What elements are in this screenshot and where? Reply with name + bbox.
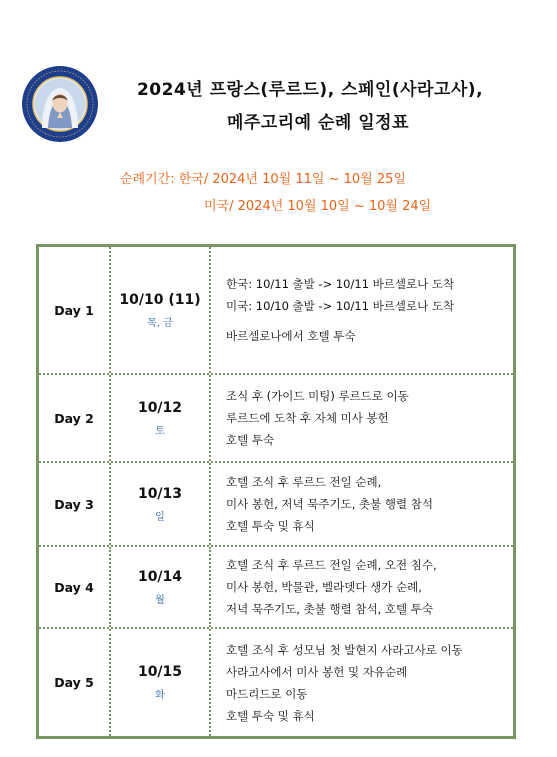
date-cell bbox=[111, 629, 211, 736]
activity-line: 조식 후 (가이드 미팅) 루르드로 이동 bbox=[226, 389, 409, 403]
activity-line: 미사 봉헌, 박물관, 벨라뎃다 생가 순례, bbox=[226, 580, 422, 594]
activity-line: 마드리드로 이동 bbox=[226, 686, 308, 701]
pilgrimage-period-usa: 미국/ 2024년 10월 10일 ~ 10월 24일 bbox=[204, 199, 432, 214]
table-row bbox=[39, 247, 513, 375]
date-cell bbox=[111, 375, 211, 461]
activity-line: 미국: 10/10 출발 -> 10/11 바르셀로나 도착 bbox=[226, 299, 455, 313]
day-label: Day 4 bbox=[39, 547, 111, 627]
activity-line: 루르드에 도착 후 자체 미사 봉헌 bbox=[226, 411, 389, 425]
table-row bbox=[39, 629, 513, 736]
weekday-value: 화 bbox=[155, 690, 165, 701]
activity-line: 저녁 묵주기도, 촛불 행렬 참석, 호텔 투숙 bbox=[226, 602, 433, 616]
day-label: Day 1 bbox=[39, 247, 111, 373]
activity-line: 호텔 투숙 bbox=[226, 433, 275, 447]
activity-line: 호텔 조식 후 루르드 전일 순례, 오전 침수, bbox=[226, 558, 437, 572]
activity-line: 한국: 10/11 출발 -> 10/11 바르셀로나 도착 bbox=[226, 277, 455, 291]
activity-cell bbox=[211, 547, 513, 627]
document-title-line-2: 메주고리예 순례 일정표 bbox=[226, 113, 410, 133]
table-row bbox=[39, 547, 513, 629]
table-row bbox=[39, 463, 513, 547]
virgin-mary-emblem-icon bbox=[22, 66, 98, 142]
weekday-value: 월 bbox=[155, 594, 165, 606]
activity-line: 호텔 투숙 및 휴식 bbox=[226, 519, 315, 533]
activity-cell bbox=[211, 629, 513, 736]
activity-line: 바르셀로나에서 호텔 투숙 bbox=[226, 329, 356, 343]
date-value: 10/13 bbox=[137, 485, 183, 502]
document-title-line-1: 2024년 프랑스(루르드), 스페인(사라고사), bbox=[136, 80, 484, 100]
weekday-value: 일 bbox=[155, 511, 165, 523]
weekday-value: 토 bbox=[155, 425, 165, 437]
day-label: Day 2 bbox=[39, 375, 111, 461]
activity-line: 사라고사에서 미사 봉헌 및 자유순례 bbox=[226, 664, 408, 679]
date-cell bbox=[111, 547, 211, 627]
table-row bbox=[39, 375, 513, 463]
date-value: 10/14 bbox=[137, 568, 183, 585]
pilgrimage-period-korea: 순례기간: 한국/ 2024년 10월 11일 ~ 10월 25일 bbox=[120, 172, 406, 187]
date-cell bbox=[111, 247, 211, 373]
date-value: 10/15 bbox=[137, 664, 183, 680]
activity-cell bbox=[211, 375, 513, 461]
date-value: 10/10 (11) bbox=[119, 291, 201, 308]
activity-cell bbox=[211, 247, 513, 373]
activity-cell bbox=[211, 463, 513, 545]
date-cell bbox=[111, 463, 211, 545]
weekday-value: 목, 금 bbox=[147, 317, 173, 329]
itinerary-table bbox=[36, 244, 516, 739]
activity-line: 호텔 조식 후 성모님 첫 발현지 사라고사로 이동 bbox=[226, 642, 463, 657]
day-label: Day 5 bbox=[39, 629, 111, 736]
day-label: Day 3 bbox=[39, 463, 111, 545]
activity-line: 미사 봉헌, 저녁 묵주기도, 촛불 행렬 참석 bbox=[226, 497, 433, 511]
date-value: 10/12 bbox=[137, 399, 183, 416]
activity-line: 호텔 투숙 및 휴식 bbox=[226, 708, 315, 723]
activity-line: 호텔 조식 후 루르드 전일 순례, bbox=[226, 475, 382, 489]
organization-logo bbox=[22, 66, 98, 142]
